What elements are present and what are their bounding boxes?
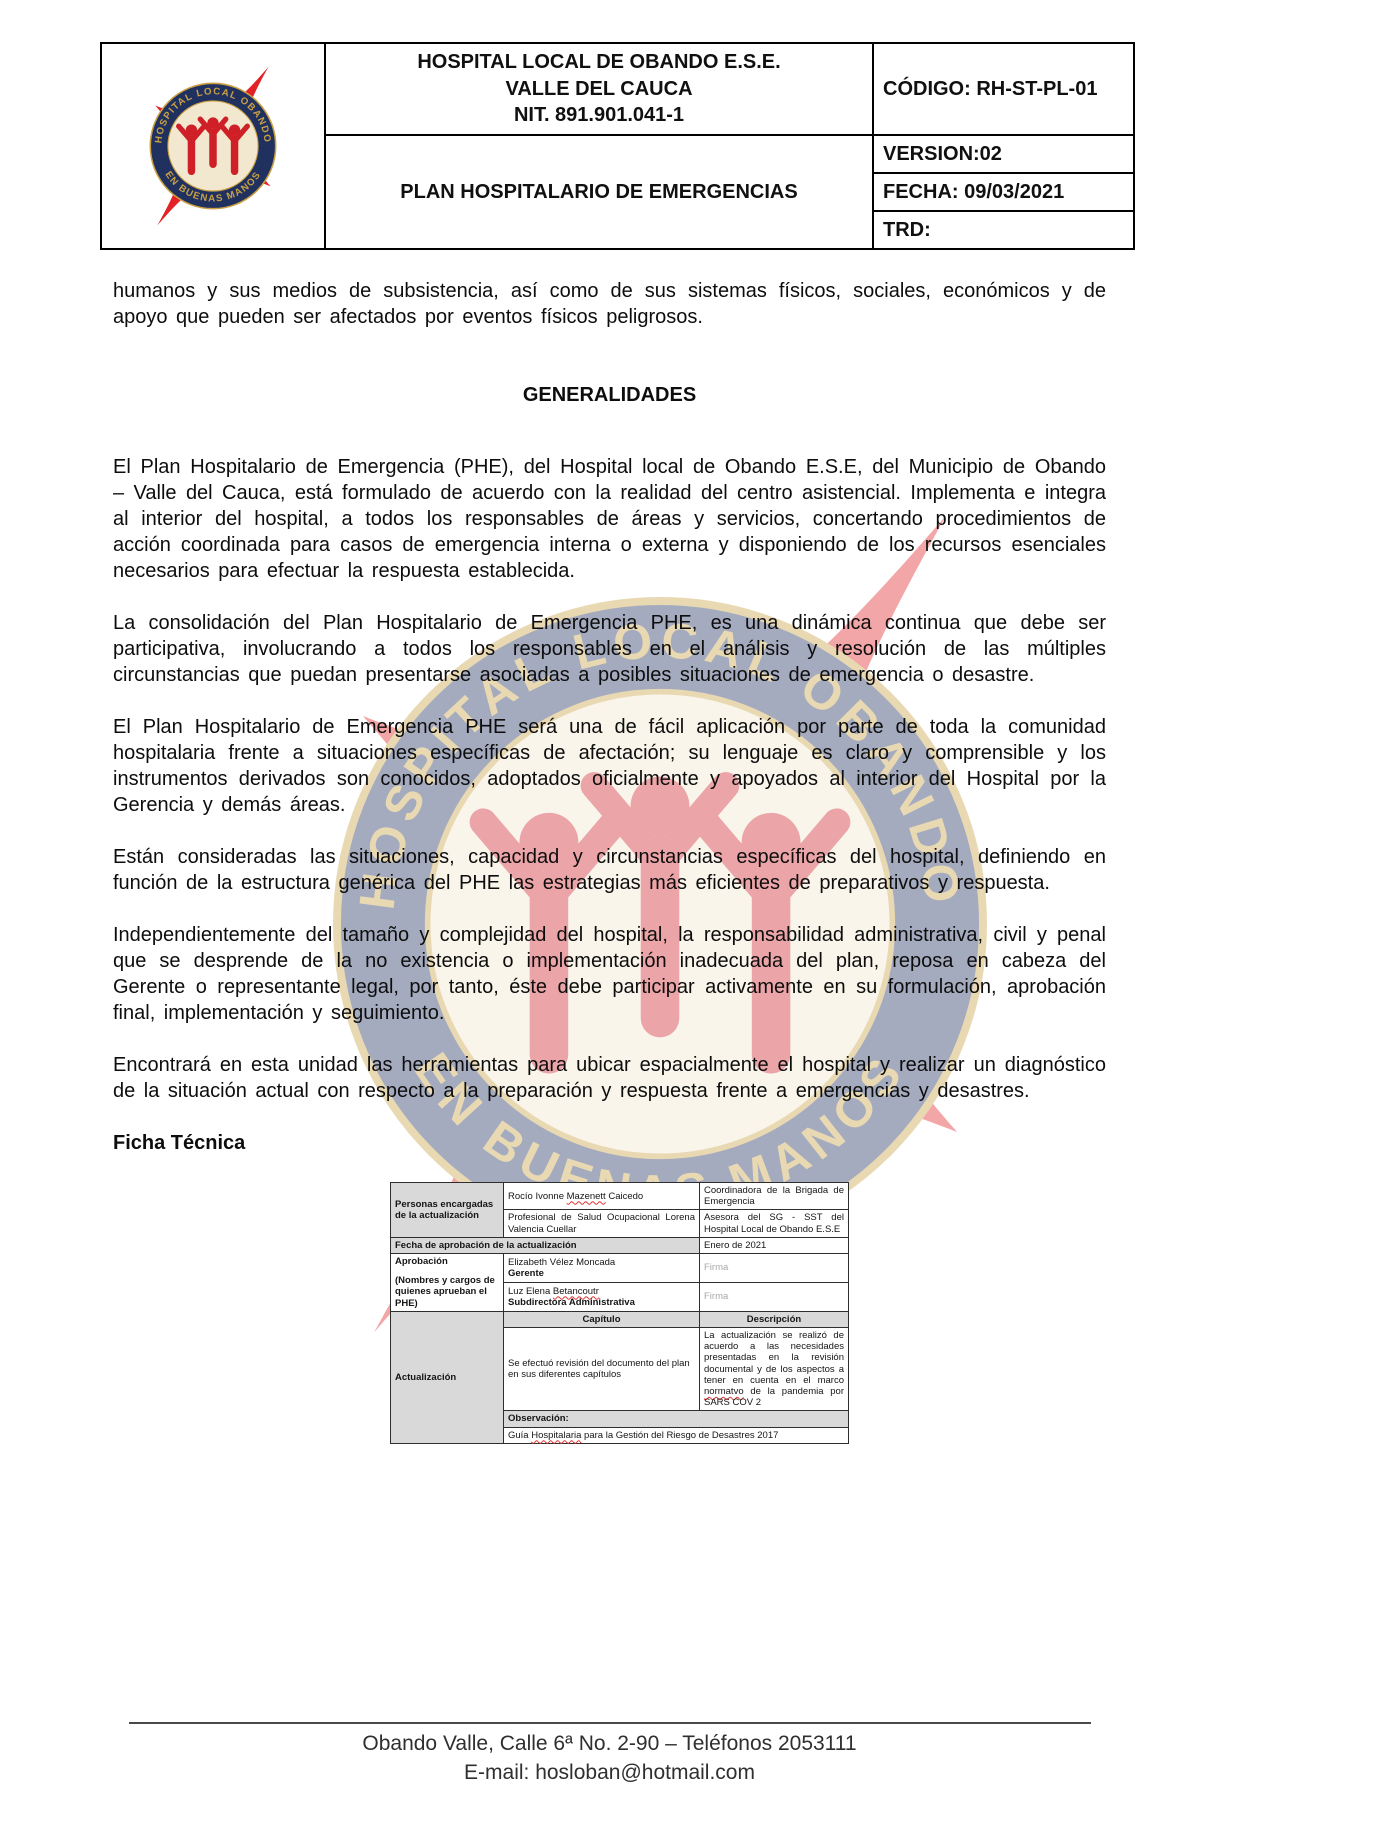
document-header-table: [100, 42, 1135, 250]
ficha-fecha-label: Fecha de aprobación de la actualización: [391, 1237, 700, 1253]
descripcion-text: de la pandemia por SARS COV 2: [704, 1386, 844, 1409]
firmante-name: [508, 1286, 695, 1297]
firmante-cargo: Gerente: [508, 1267, 544, 1279]
ficha-fecha-value: Enero de 2021: [700, 1237, 849, 1253]
descripcion-text: La actualización se realizó de acuerdo a las necesidades presentadas en la revisión documental y de los aspectos a tener en cuenta en el marco: [704, 1330, 844, 1386]
fecha-cell: FECHA: 09/03/2021: [873, 173, 1134, 211]
codigo-cell: CÓDIGO: RH-ST-PL-01: [873, 43, 1134, 135]
footer-address: Obando Valle, Calle 6ª No. 2-90 – Teléfonos 2053111: [362, 1732, 857, 1755]
ficha-observacion-label: Observación:: [504, 1411, 849, 1427]
table-row: [391, 1311, 849, 1327]
trd-cell: TRD:: [873, 211, 1134, 249]
ficha-firmante2: [504, 1282, 700, 1311]
table-row: [391, 1254, 849, 1283]
document-title: PLAN HOSPITALARIO DE EMERGENCIAS: [325, 135, 873, 249]
org-nit: NIT. 891.901.041-1: [513, 104, 685, 127]
document-page: [0, 42, 1391, 1784]
ficha-persona1-name: [504, 1183, 700, 1210]
org-name-cell: [325, 43, 873, 135]
document-body: [113, 278, 1106, 1444]
paragraph: Están consideradas las situaciones, capacidad y circunstancias específicas del hospital, definiendo en función de la estructura genérica del PHE las estrategias más eficientes de preparativos y respuesta.: [113, 846, 1106, 894]
ficha-aprobacion-label: [391, 1254, 504, 1312]
logo-cell: [101, 43, 325, 249]
paragraph: Independientemente del tamaño y complejidad del hospital, la responsabilidad administrativa, civil y penal que se desprende de la no existencia o implementación inadecuada del plan, reposa en cabeza del Gerente o representante legal, por tanto, éste debe participar activamente en su formulación, aprobación final, implementación y seguimiento.: [113, 924, 1106, 1024]
ficha-descripcion-header: Descripción: [700, 1311, 849, 1327]
ficha-firma1: Firma: [700, 1254, 849, 1283]
paragraph: Encontrará en esta unidad las herramientas para ubicar espacialmente el hospital y realizar un diagnóstico de la situación actual con respecto a la preparación y respuesta frente a emergencias y desastres.: [113, 1054, 1106, 1102]
version-cell: VERSION:02: [873, 135, 1134, 173]
ficha-firmante1: [504, 1254, 700, 1283]
ficha-tecnica-heading: Ficha Técnica: [113, 1132, 246, 1154]
ficha-personas-label: Personas encargadas de la actualización: [391, 1183, 504, 1238]
ficha-capitulo-text: Se efectuó revisión del documento del plan en sus diferentes capítulos: [504, 1328, 700, 1411]
label-text: Aprobación: [395, 1256, 448, 1268]
ficha-firma2: Firma: [700, 1282, 849, 1311]
label-subtext: (Nombres y cargos de quienes aprueban el PHE): [395, 1275, 495, 1309]
firmante-cargo: Subdirectora Administrativa: [508, 1296, 635, 1308]
footer-divider: [129, 1722, 1091, 1724]
ficha-tecnica-table: [390, 1182, 849, 1444]
spellcheck-marked-word: Hospitalaria: [531, 1429, 582, 1441]
name-text: Luz Elena: [508, 1285, 553, 1297]
table-row: [391, 1237, 849, 1253]
ficha-capitulo-header: Capítulo: [504, 1311, 700, 1327]
table-row: [391, 1183, 849, 1210]
ficha-observacion-text: [504, 1427, 849, 1443]
paragraph: El Plan Hospitalario de Emergencia PHE será una de fácil aplicación por parte de toda la comunidad hospitalaria frente a situaciones específicas de afectación; su lenguaje es claro y comprensible y los instrumentos derivados son conocidos, adoptados oficialmente y apoyados al interior del Hospital por la Gerencia y demás áreas.: [113, 716, 1106, 816]
firmante-name: Elizabeth Vélez Moncada: [508, 1256, 616, 1268]
ficha-persona2-name: Profesional de Salud Ocupacional Lorena Valencia Cuellar: [504, 1210, 700, 1237]
name-text: Caicedo: [605, 1190, 644, 1202]
spellcheck-marked-word: normatvo: [704, 1386, 744, 1398]
name-text: Rocío Ivonne: [508, 1190, 567, 1202]
ficha-persona1-role: Coordinadora de la Brigada de Emergencia: [700, 1183, 849, 1210]
footer-email: E-mail: hosloban@hotmail.com: [464, 1761, 755, 1784]
ficha-actualizacion-label: Actualización: [391, 1311, 504, 1443]
hospital-obando-seal-icon: [113, 47, 313, 245]
section-heading-generalidades: GENERALIDADES: [522, 384, 697, 406]
paragraph-continuation: humanos y sus medios de subsistencia, así como de sus sistemas físicos, sociales, económicos y de apoyo que pueden ser afectados por eventos físicos peligrosos.: [113, 280, 1106, 328]
paragraph: El Plan Hospitalario de Emergencia (PHE), del Hospital local de Obando E.S.E, del Municipio de Obando – Valle del Cauca, está formulado de acuerdo con la realidad del centro asistencial. Implementa e integra al interior del hospital, a todos los responsables de áreas y servicios, concertando procedimientos de acción coordinada para casos de emergencia interna o externa y disponiendo de los recursos esenciales necesarios para efectuar la respuesta establecida.: [113, 456, 1106, 582]
ficha-descripcion-text: [700, 1328, 849, 1411]
ficha-persona2-role: Asesora del SG - SST del Hospital Local de Obando E.S.E: [700, 1210, 849, 1237]
org-line1: HOSPITAL LOCAL DE OBANDO E.S.E.: [417, 51, 781, 74]
observacion-text: para la Gestión del Riesgo de Desastres 2017: [581, 1429, 779, 1441]
org-line2: VALLE DEL CAUCA: [505, 77, 693, 100]
paragraph: La consolidación del Plan Hospitalario de Emergencia PHE, es una dinámica continua que debe ser participativa, involucrando a todos los responsables en el análisis y resolución de las múltiples circunstancias que puedan presentarse asociadas a posibles situaciones de emergencia o desastre.: [113, 612, 1106, 686]
observacion-text: Guía: [508, 1429, 532, 1441]
spellcheck-marked-word: Mazenett: [566, 1190, 606, 1202]
page-footer: [113, 1722, 1106, 1787]
spellcheck-marked-word: Betancoutr: [552, 1285, 599, 1297]
